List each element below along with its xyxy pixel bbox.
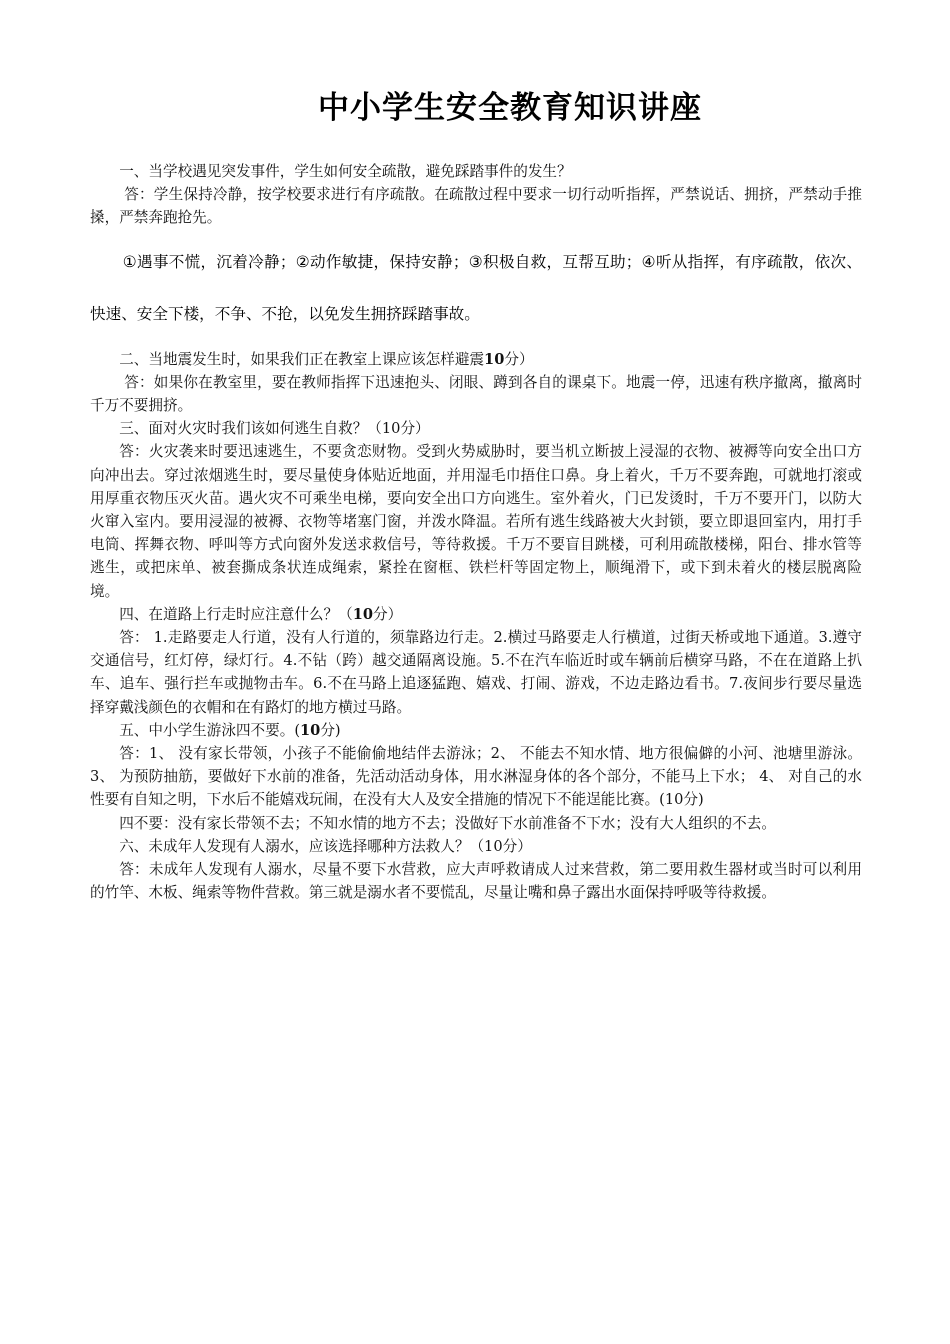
highlight-block — [90, 236, 862, 340]
highlight-text: ①遇事不慌，沉着冷静；②动作敏捷，保持安静；③积极自救，互帮互助；④听从指挥，有序疏散，依次、快速、安全下楼，不争、不抢，以免发生拥挤踩踏事故。 — [90, 252, 862, 323]
answer-6: 答：未成年人发现有人溺水，尽量不要下水营救，应大声呼救请成人过来营救，第二要用救生器材或当时可以利用的竹竿、木板、绳索等物件营救。第三就是溺水者不要慌乱，尽量让嘴和鼻子露出水面保持呼吸等待救援。 — [90, 861, 862, 902]
question-5-suffix: 分) — [320, 721, 341, 739]
question-2 — [90, 348, 862, 371]
page-title: 中小学生安全教育知识讲座 — [318, 90, 702, 126]
question-4-text: 四、在道路上行走时应注意什么？（ — [119, 605, 353, 623]
question-1: 一、当学校遇见突发事件，学生如何安全疏散，避免踩踏事件的发生？ — [119, 163, 572, 180]
answer-3: 答：火灾袭来时要迅速逃生，不要贪恋财物。受到火势威胁时，要当机立断披上浸湿的衣物、被褥等向安全出口方向冲出去。穿过浓烟逃生时，要尽量使身体贴近地面，并用湿毛巾捂住口鼻。身上着火，千万不要奔跑，可就地打滚或用厚重衣物压灭火苗。遇火灾不可乘坐电梯，要向安全出口方向逃生。室外着火，门已发烫时，千万不要开门，以防大火窜入室内。要用浸湿的被褥、衣物等堵塞门窗，并泼水降温。若所有逃生线路被大火封锁，要立即退回室内，用打手电筒、挥舞衣物、呼叫等方式向窗外发送求救信号，等待救援。千万不要盲目跳楼，可利用疏散楼梯，阳台、排水管等逃生，或把床单、被套撕成条状连成绳索，紧拴在窗框、铁栏杆等固定物上，顺绳滑下，或下到未着火的楼层脱离险境。 — [90, 443, 862, 600]
answer-5: 答：1、 没有家长带领，小孩子不能偷偷地结伴去游泳；2、 不能去不知水情、地方很偏僻的小河、池塘里游泳。3、 为预防抽筋，要做好下水前的准备，先活动活动身体，用水淋湿身体的各个部分，不能马上下水； 4、 对自己的水性要有自知之明，下水后不能嬉戏玩闹，在没有大人及安全措施的情况下不能逞能比赛。(10分) — [90, 745, 862, 809]
question-6: 六、未成年人发现有人溺水，应该选择哪种方法救人？（10分） — [119, 837, 532, 855]
answer-2: 答：如果你在教室里，要在教师指挥下迅速抱头、闭眼、蹲到各自的课桌下。地震一停，迅速有秩序撤离，撤离时千万不要拥挤。 — [90, 373, 862, 415]
answer-1: 答：学生保持冷静，按学校要求进行有序疏散。在疏散过程中要求一切行动听指挥，严禁说话、拥挤，严禁动手推搡，严禁奔跑抢先。 — [90, 186, 862, 227]
question-4 — [90, 603, 862, 626]
question-2-text: 二、当地震发生时，如果我们正在教室上课应该怎样避震 — [119, 350, 485, 368]
question-4-suffix: 分） — [373, 605, 403, 623]
answer-4: 答： 1.走路要走人行道，没有人行道的，须靠路边行走。2.横过马路要走人行横道，过街天桥或地下通道。3.遵守交通信号，红灯停，绿灯行。4.不钻（跨）越交通隔离设施。5.不在汽车临近时或车辆前后横穿马路，不在在道路上扒车、追车、强行拦车或抛物击车。6.不在马路上追逐猛跑、嬉戏、打闹、游戏，不边走路边看书。7.夜间步行要尽量选择穿戴浅颜色的衣帽和在有路灯的地方横过马路。 — [90, 629, 862, 716]
summary-5: 四不要：没有家长带领不去；不知水情的地方不去；没做好下水前准备不下水；没有大人组织的不去。 — [119, 814, 776, 832]
question-3: 三、面对火灾时我们该如何逃生自救？（10分） — [119, 420, 430, 438]
question-2-score: 10 — [484, 350, 505, 368]
document-body — [90, 160, 862, 904]
question-4-score: 10 — [352, 605, 374, 623]
question-5 — [90, 719, 862, 742]
question-5-text: 五、中小学生游泳四不要。( — [119, 721, 301, 739]
question-5-score: 10 — [300, 721, 321, 739]
question-2-suffix: 分） — [504, 350, 534, 368]
